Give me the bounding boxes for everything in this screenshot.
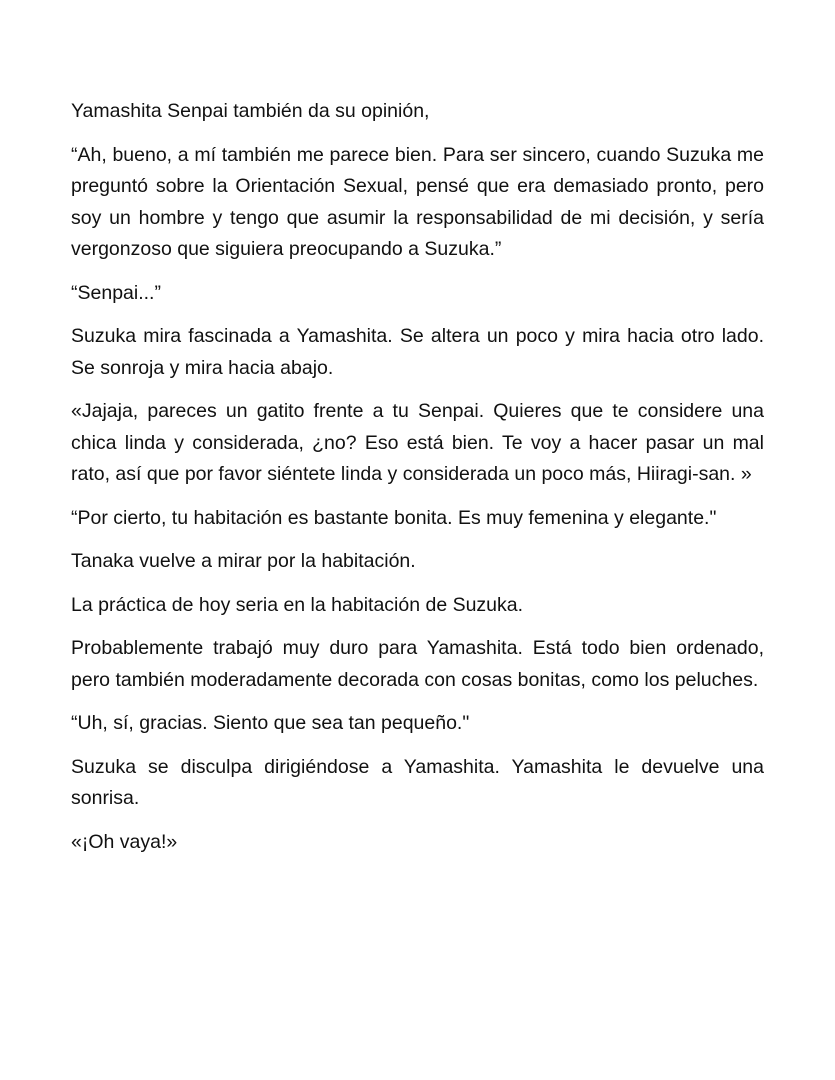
paragraph: Suzuka mira fascinada a Yamashita. Se altera un poco y mira hacia otro lado. Se sonroja y mira hacia abajo.: [71, 325, 764, 379]
paragraph: «¡Oh vaya!»: [71, 830, 178, 853]
paragraph: «Jajaja, pareces un gatito frente a tu Senpai. Quieres que te considere una chica linda y considerada, ¿no? Eso está bien. Te voy a hacer pasar un mal rato, así que por favor siéntete linda y considerada un poco más, Hiiragi-san. »: [71, 400, 764, 485]
paragraph: “Ah, bueno, a mí también me parece bien. Para ser sincero, cuando Suzuka me preguntó sobre la Orientación Sexual, pensé que era demasiado pronto, pero soy un hombre y tengo que asumir la responsabilidad de mi decisión, y sería vergonzoso que siguiera preocupando a Suzuka.”: [71, 143, 764, 260]
paragraph: La práctica de hoy seria en la habitación de Suzuka.: [71, 593, 524, 616]
paragraph: “Senpai...”: [71, 281, 161, 304]
paragraph: “Por cierto, tu habitación es bastante bonita. Es muy femenina y elegante.": [71, 506, 717, 529]
paragraph: Tanaka vuelve a mirar por la habitación.: [71, 550, 416, 572]
paragraph: Suzuka se disculpa dirigiéndose a Yamashita. Yamashita le devuelve una sonrisa.: [71, 755, 764, 809]
paragraph: Yamashita Senpai también da su opinión,: [71, 100, 430, 122]
paragraph: “Uh, sí, gracias. Siento que sea tan pequeño.": [71, 712, 470, 734]
paragraph: Probablemente trabajó muy duro para Yamashita. Está todo bien ordenado, pero también moderadamente decorada con cosas bonitas, como los peluches.: [71, 637, 764, 691]
document-page: [71, 96, 764, 870]
